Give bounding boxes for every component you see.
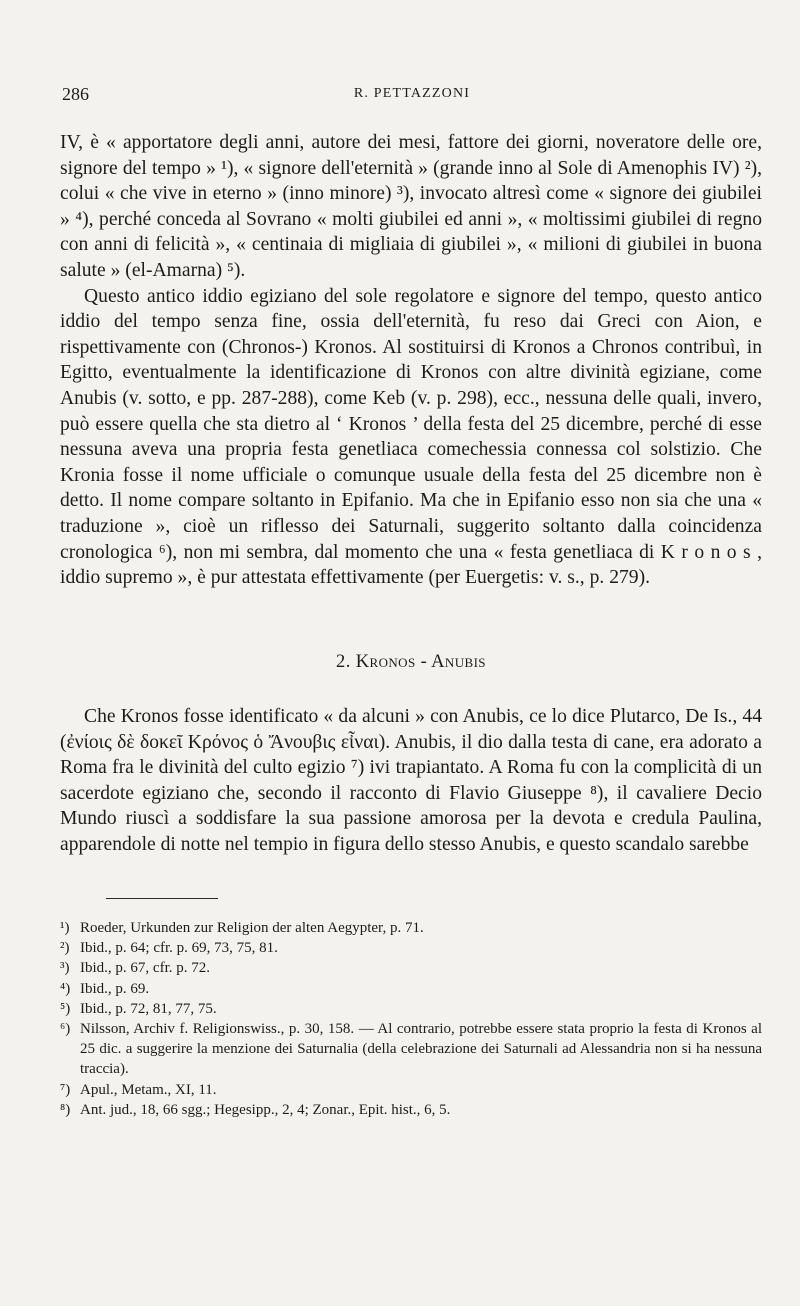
- footnote-number: ³): [60, 960, 70, 977]
- section-title: 2. Kronos - Anubis: [336, 652, 486, 672]
- footnote-number: ¹): [60, 920, 70, 936]
- running-head: R. PETTAZZONI: [353, 86, 471, 101]
- paragraph-3: Che Kronos fosse identificato « da alcuni » con Anubis, ce lo dice Plutarco, De Is., 44 (ἐνίοις δὲ δοκεῖ Κρόνος ὁ Ἄνουβις εἶναι). Anubis, il dio dalla testa di cane, era adorato a Roma fra le divinità del culto egizio ⁷) ivi trapiantato. A Roma fu con la complicità di un sacerdote egiziano che, secondo il racconto di Flavio Giuseppe ⁸), il cavaliere Decio Mundo riuscì a soddisfare la sua passione amorosa per la devota e credula Paulina, apparendole di notte nel tempio in figura dello stesso Anubis, e questo scandalo sarebbe: [60, 706, 762, 855]
- footnote-rule: [106, 898, 218, 899]
- book-page: [60, 0, 762, 1306]
- footnote-6: [60, 1019, 762, 1080]
- footnote-number: ⁸): [60, 1101, 71, 1118]
- paragraph-2: Questo antico iddio egiziano del sole regolatore e signore del tempo, questo antico iddio del tempo senza fine, ossia dell'eternità, fu reso dai Greci con Aion, e rispettivamente con (Chronos-) Kronos. Al sostituirsi di Kronos a Chronos contribuì, in Egitto, eventualmente la identificazione di Kronos con altre divinità egiziane, come Anubis (v. sotto, e pp. 287-288), come Keb (v. p. 298), ecc., nessuna delle quali, invero, può essere quella che sta dietro al ‘ Kronos ’ della festa del 25 dicembre, perché di esse nessuna aveva una propria festa genetliaca comechessia connessa col solstizio. Che Kronia fosse il nome ufficiale o comunque usuale della festa del 25 dicembre non è detto. Il nome compare soltanto in Epifanio. Ma che in Epifanio esso non sia che una « traduzione », cioè un riflesso dei Saturnali, suggerito soltanto dalla coincidenza cronologica ⁶), non mi sembra, dal momento che una « festa genetliaca di K r o n o s , iddio supremo », è pur attestata effettivamente (per Euergetis: v. s., p. 279).: [60, 285, 762, 589]
- page-number: 286: [62, 84, 89, 104]
- footnote-text: Apul., Metam., XI, 11.: [80, 1081, 217, 1098]
- footnote-3: [60, 958, 762, 978]
- paragraph-1: IV, è « apportatore degli anni, autore dei mesi, fattore dei giorni, noveratore delle ore, signore del tempo » ¹), « signore dell'eternità » (grande inno al Sole di Amenophis IV) ²), colui « che vive in eterno » (inno minore) ³), invocato altresì come « signore dei giubilei » ⁴), perché conceda al Sovrano « molti giubilei ed anni », « moltissimi giubilei di regno con anni di felicità », « centinaia di migliaia di giubilei », « milioni di giubilei in buona salute » (el-Amarna) ⁵).: [60, 132, 762, 281]
- footnote-5: [60, 999, 762, 1019]
- footnote-number: ⁴): [60, 980, 71, 997]
- footnote-7: [60, 1080, 762, 1100]
- footnote-text: Nilsson, Archiv f. Religionswiss., p. 30, 158. — Al contrario, potrebbe essere stata proprio la festa di Kronos al 25 dic. a suggerire la menzione dei Saturnalia (della celebrazione dei Saturnali ad Alessandria non si ha nessuna traccia).: [80, 1021, 762, 1078]
- footnote-number: ⁵): [60, 1000, 71, 1017]
- footnote-text: Ibid., p. 64; cfr. p. 69, 73, 75, 81.: [80, 940, 278, 957]
- footnote-4: [60, 979, 762, 999]
- page-header: [62, 84, 762, 108]
- footnote-8: [60, 1100, 762, 1120]
- footnote-number: ²): [60, 940, 70, 957]
- footnote-text: Ibid., p. 72, 81, 77, 75.: [80, 1000, 217, 1017]
- footnote-text: Roeder, Urkunden zur Religion der alten Aegypter, p. 71.: [80, 920, 424, 936]
- footnote-text: Ibid., p. 69.: [80, 980, 150, 997]
- footnote-text: Ibid., p. 67, cfr. p. 72.: [80, 960, 210, 977]
- footnote-number: ⁶): [60, 1021, 71, 1038]
- body-text-section-2: [60, 704, 762, 858]
- footnote-1: [60, 918, 762, 938]
- body-text: [60, 130, 762, 591]
- footnote-text: Ant. jud., 18, 66 sgg.; Hegesipp., 2, 4; Zonar., Epit. hist., 6, 5.: [80, 1101, 451, 1118]
- footnotes: [60, 914, 762, 1120]
- footnote-2: [60, 938, 762, 958]
- footnote-number: ⁷): [60, 1081, 71, 1098]
